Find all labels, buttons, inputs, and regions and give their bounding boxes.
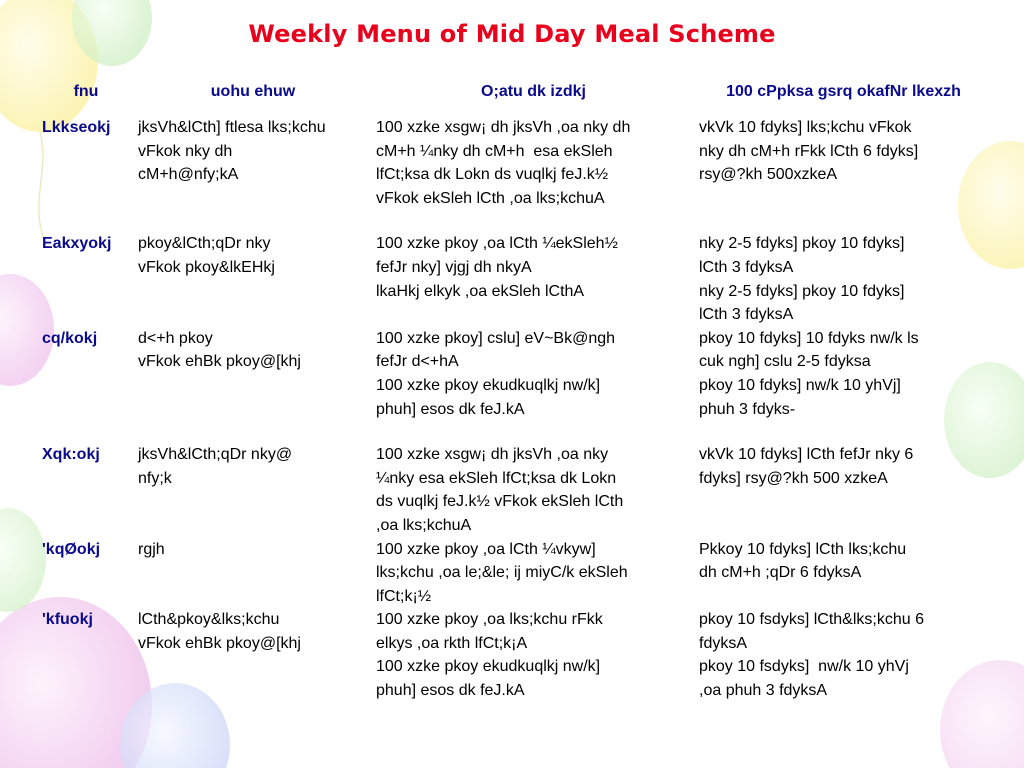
menu-line: vFkok pkoy&lkEHkj — [138, 258, 275, 276]
quantity-line: fdyks] rsy@?kh 500 xzkeA — [699, 469, 888, 487]
menu-line: lCth&pkoy&lks;kchu — [138, 611, 280, 629]
menu-line: jksVh&lCth;qDr nky@ — [138, 446, 293, 464]
quantity-line: rsy@?kh 500xzkeA — [699, 166, 838, 184]
ingredients-cell — [372, 232, 695, 326]
ingredients-line: cM+h ¼nky dh cM+h esa ekSleh — [376, 142, 613, 160]
ingredients-line: lks;kchu ,oa le;&le; ij miyC/k ekSleh — [376, 564, 628, 582]
ingredients-cell — [372, 538, 695, 609]
ingredients-line: ds vuqlkj feJ.k½ vFkok ekSleh lCth — [376, 493, 624, 511]
ingredients-cell — [372, 443, 695, 537]
ingredients-line: 100 xzke pkoy ekudkuqlkj nw/k] — [376, 658, 601, 676]
quantity-line: cuk ngh] cslu 2-5 fdyksa — [699, 353, 871, 371]
day-cell: cq/kokj — [42, 329, 98, 347]
menu-cell — [134, 327, 372, 443]
ingredients-cell — [372, 116, 695, 232]
menu-line: pkoy&lCth;qDr nky — [138, 235, 271, 253]
quantity-line: nky dh cM+h rFkk lCth 6 fdyks] — [699, 142, 919, 160]
quantity-line: phuh 3 fdyks- — [699, 400, 796, 418]
header-menu: uohu ehuw — [210, 83, 296, 100]
table-row — [38, 538, 992, 609]
table-row — [38, 608, 992, 702]
menu-line: cM+h@nfy;kA — [138, 166, 239, 184]
day-cell: Eakxyokj — [42, 235, 112, 253]
ingredients-line: phuh] esos dk feJ.kA — [376, 682, 525, 700]
quantity-line: nky 2-5 fdyks] pkoy 10 fdyks] — [699, 235, 905, 253]
weekly-menu-table — [38, 68, 992, 703]
menu-cell — [134, 116, 372, 232]
quantity-line: ,oa phuh 3 fdyksA — [699, 682, 828, 700]
menu-cell — [134, 608, 372, 702]
ingredients-cell — [372, 327, 695, 443]
header-day: fnu — [73, 83, 99, 100]
ingredients-line: fefJr d<+hA — [376, 353, 459, 371]
header-ingredients: O;atu dk izdkj — [481, 83, 586, 100]
day-cell: Lkkseokj — [42, 119, 111, 136]
ingredients-line: 100 xzke pkoy ,oa lks;kchu rFkk — [376, 611, 603, 629]
ingredients-line: fefJr nky] vjgj dh nkyA — [376, 258, 532, 276]
menu-line: jksVh&lCth] ftlesa lks;kchu — [138, 119, 326, 136]
ingredients-line: 100 xzke xsgw¡ dh jksVh ,oa nky — [376, 446, 609, 464]
quantity-line: lCth 3 fdyksA — [699, 258, 794, 276]
page-title: Weekly Menu of Mid Day Meal Scheme — [248, 20, 776, 48]
quantity-line: vkVk 10 fdyks] lks;kchu vFkok — [699, 119, 912, 136]
table-row — [38, 116, 992, 232]
quantity-line: fdyksA — [699, 634, 748, 652]
ingredients-line: ,oa lks;kchuA — [376, 516, 472, 534]
table-header-row — [38, 68, 992, 116]
quantity-line: pkoy 10 fsdyks] lCth&lks;kchu 6 — [699, 611, 924, 629]
day-cell: 'kqØokj — [42, 540, 101, 558]
quantity-cell — [695, 608, 992, 702]
quantity-line: lCth 3 fdyksA — [699, 306, 794, 324]
day-cell: 'kfuokj — [42, 611, 93, 629]
ingredients-line: ¼nky esa ekSleh lfCt;ksa dk Lokn — [376, 469, 617, 487]
quantity-line: Pkkoy 10 fdyks] lCth lks;kchu — [699, 540, 907, 558]
menu-cell — [134, 538, 372, 609]
ingredients-line: 100 xzke pkoy] cslu] eV~Bk@ngh — [376, 329, 616, 347]
ingredients-line: lkaHkj elkyk ,oa ekSleh lCthA — [376, 282, 585, 300]
quantity-line: nky 2-5 fdyks] pkoy 10 fdyks] — [699, 282, 905, 300]
quantity-cell — [695, 538, 992, 609]
menu-line: vFkok ehBk pkoy@[khj — [138, 353, 301, 371]
table-body — [38, 116, 992, 703]
ingredients-line: 100 xzke pkoy ,oa lCth ¼ekSleh½ — [376, 235, 618, 253]
ingredients-line: vFkok ekSleh lCth ,oa lks;kchuA — [376, 189, 605, 207]
ingredients-cell — [372, 608, 695, 702]
ingredients-line: lfCt;ksa dk Lokn ds vuqlkj feJ.k½ — [376, 166, 609, 184]
table-row — [38, 327, 992, 443]
quantity-cell — [695, 327, 992, 443]
day-cell: Xqk:okj — [42, 446, 100, 464]
quantity-cell — [695, 116, 992, 232]
menu-line: vFkok ehBk pkoy@[khj — [138, 634, 301, 652]
quantity-cell — [695, 232, 992, 326]
ingredients-line: elkys ,oa rkth lfCt;k¡A — [376, 634, 528, 652]
quantity-line: pkoy 10 fdyks] nw/k 10 yhVj] — [699, 376, 901, 394]
menu-line: nfy;k — [138, 469, 172, 487]
menu-line: rgjh — [138, 540, 165, 558]
ingredients-line: phuh] esos dk feJ.kA — [376, 400, 525, 418]
quantity-line: vkVk 10 fdyks] lCth fefJr nky 6 — [699, 446, 914, 464]
table-row — [38, 232, 992, 326]
table-row — [38, 443, 992, 537]
menu-cell — [134, 232, 372, 326]
quantity-line: dh cM+h ;qDr 6 fdyksA — [699, 564, 862, 582]
menu-line: vFkok nky dh — [138, 142, 233, 160]
quantity-line: pkoy 10 fdyks] 10 fdyks nw/k ls — [699, 329, 919, 347]
header-quantity: 100 cPpksa gsrq okafNr lkexzh — [726, 83, 961, 100]
ingredients-line: 100 xzke pkoy ,oa lCth ¼vkyw] — [376, 540, 596, 558]
menu-line: d<+h pkoy — [138, 329, 213, 347]
ingredients-line: 100 xzke xsgw¡ dh jksVh ,oa nky dh — [376, 119, 631, 136]
ingredients-line: lfCt;k¡½ — [376, 587, 432, 605]
quantity-cell — [695, 443, 992, 537]
quantity-line: pkoy 10 fsdyks] nw/k 10 yhVj — [699, 658, 909, 676]
menu-cell — [134, 443, 372, 537]
ingredients-line: 100 xzke pkoy ekudkuqlkj nw/k] — [376, 376, 601, 394]
